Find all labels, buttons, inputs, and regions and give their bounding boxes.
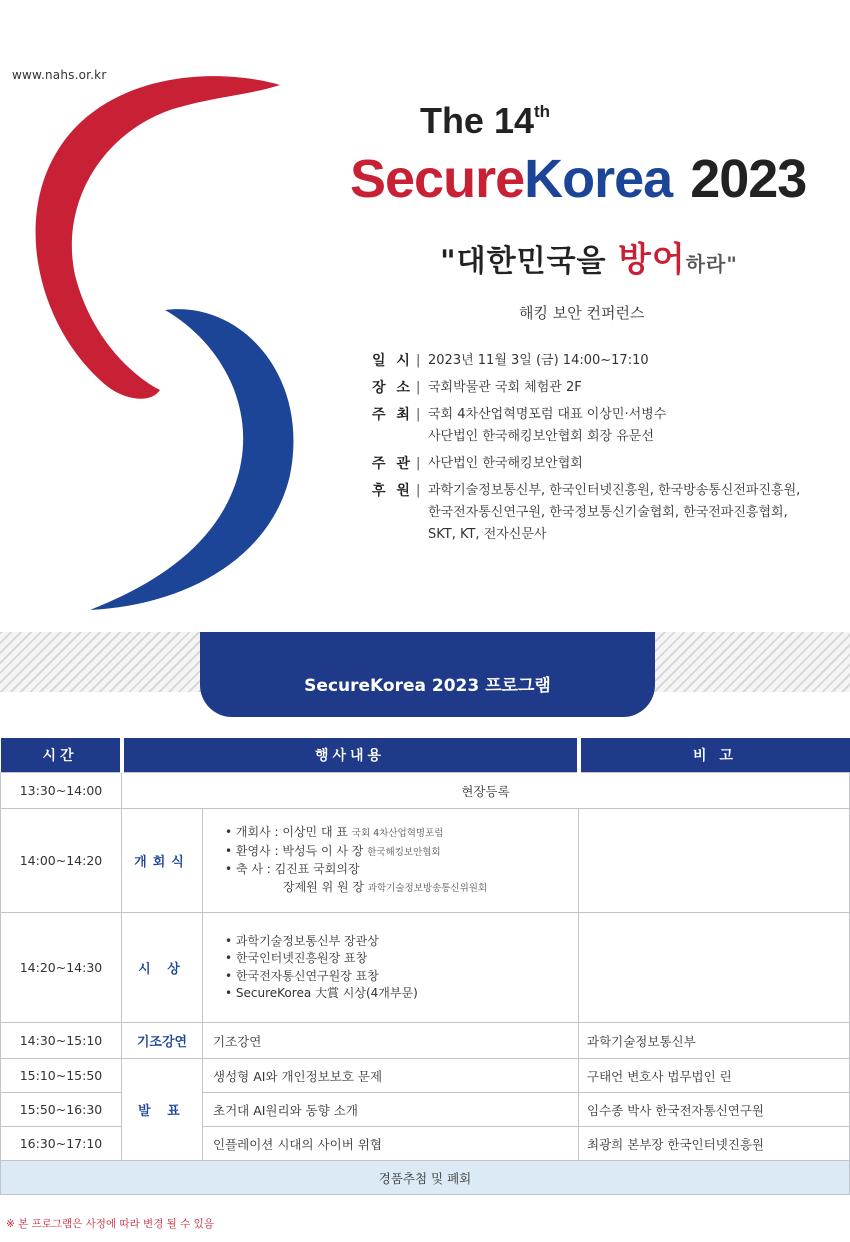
table-row: 14:20~14:30 시 상 • 과학기술정보통신부 장관상 • 한국인터넷진흥원장 표창 • 한국전자통신연구원장 표창 • SecureKorea 大賞 시상(4개부문)	[1, 913, 850, 1023]
event-sponsors: 과학기술정보통신부, 한국인터넷진흥원, 한국방송통신전파진흥원, 한국전자통신연구원, 한국정보통신기술협회, 한국전파진흥협회, SKT, KT, 전자신문사	[428, 483, 801, 542]
table-row: 15:50~16:30 초거대 AI원리와 동향 소개 임수종 박사 한국전자통신연구원	[1, 1093, 850, 1127]
table-row: 14:00~14:20 개회식 • 개회사 : 이상민 대 표 국회 4차산업혁명포럼 • 환영사 : 박성득 이 사 장 한국해킹보안협회 • 축 사 : 김진표 국회의장 장제원 위 원 장 과학기술정보방송통신위원회	[1, 809, 850, 913]
table-row: 14:30~15:10 기조강연 기조강연 과학기술정보통신부	[1, 1023, 850, 1059]
table-row: 15:10~15:50 발 표 생성형 AI와 개인정보보호 문제 구태언 변호사 법무법인 린	[1, 1059, 850, 1093]
col-note: 비 고	[579, 738, 850, 773]
footnote: ※ 본 프로그램은 사정에 따라 변경 될 수 있음	[6, 1218, 214, 1230]
event-title: SecureKorea 2023	[350, 149, 807, 209]
program-banner: SecureKorea 2023 프로그램	[200, 632, 655, 717]
col-content: 행사내용	[122, 738, 579, 773]
table-row: 경품추첨 및 폐회	[1, 1161, 850, 1195]
event-host: 국회 4차산업혁명포럼 대표 이상민·서병수 사단법인 한국해킹보안협회 회장 유문선	[428, 407, 667, 444]
table-row: 16:30~17:10 인플레이션 시대의 사이버 위협 최광희 본부장 한국인터넷진흥원	[1, 1127, 850, 1161]
program-table	[0, 738, 850, 1195]
table-row: 13:30~14:00 현장등록	[1, 773, 850, 809]
slogan: "대한민국을 방어하라"	[440, 240, 738, 280]
subtitle: 해킹 보안 컨퍼런스	[519, 304, 645, 322]
website-url[interactable]: www.nahs.or.kr	[12, 68, 107, 82]
edition-heading: The 14th	[419, 100, 551, 141]
event-info: 일 시 | 2023년 11월 3일 (금) 14:00~17:10 장 소 | 국회박물관 국회 체험관 2F 주 최 | 국회 4차산업혁명포럼 대표 이상민·서병수 사단법인 한국해킹보안협회 회장 유문선 주 관 | 사단법인 한국해킹보안협회 후 원 | 과학기술정보통신부, 한국인터넷진흥원, 한국방송통신전파진흥원, 한국전자통신연구원, 한국정보통신기술협회, 한국전파진흥협회, SKT, KT, 전자신문사	[372, 350, 850, 551]
col-time: 시간	[1, 738, 122, 773]
event-organizer: 사단법인 한국해킹보안협회	[428, 456, 583, 471]
event-date: 2023년 11월 3일 (금) 14:00~17:10	[428, 353, 649, 368]
event-place: 국회박물관 국회 체험관 2F	[428, 380, 582, 395]
